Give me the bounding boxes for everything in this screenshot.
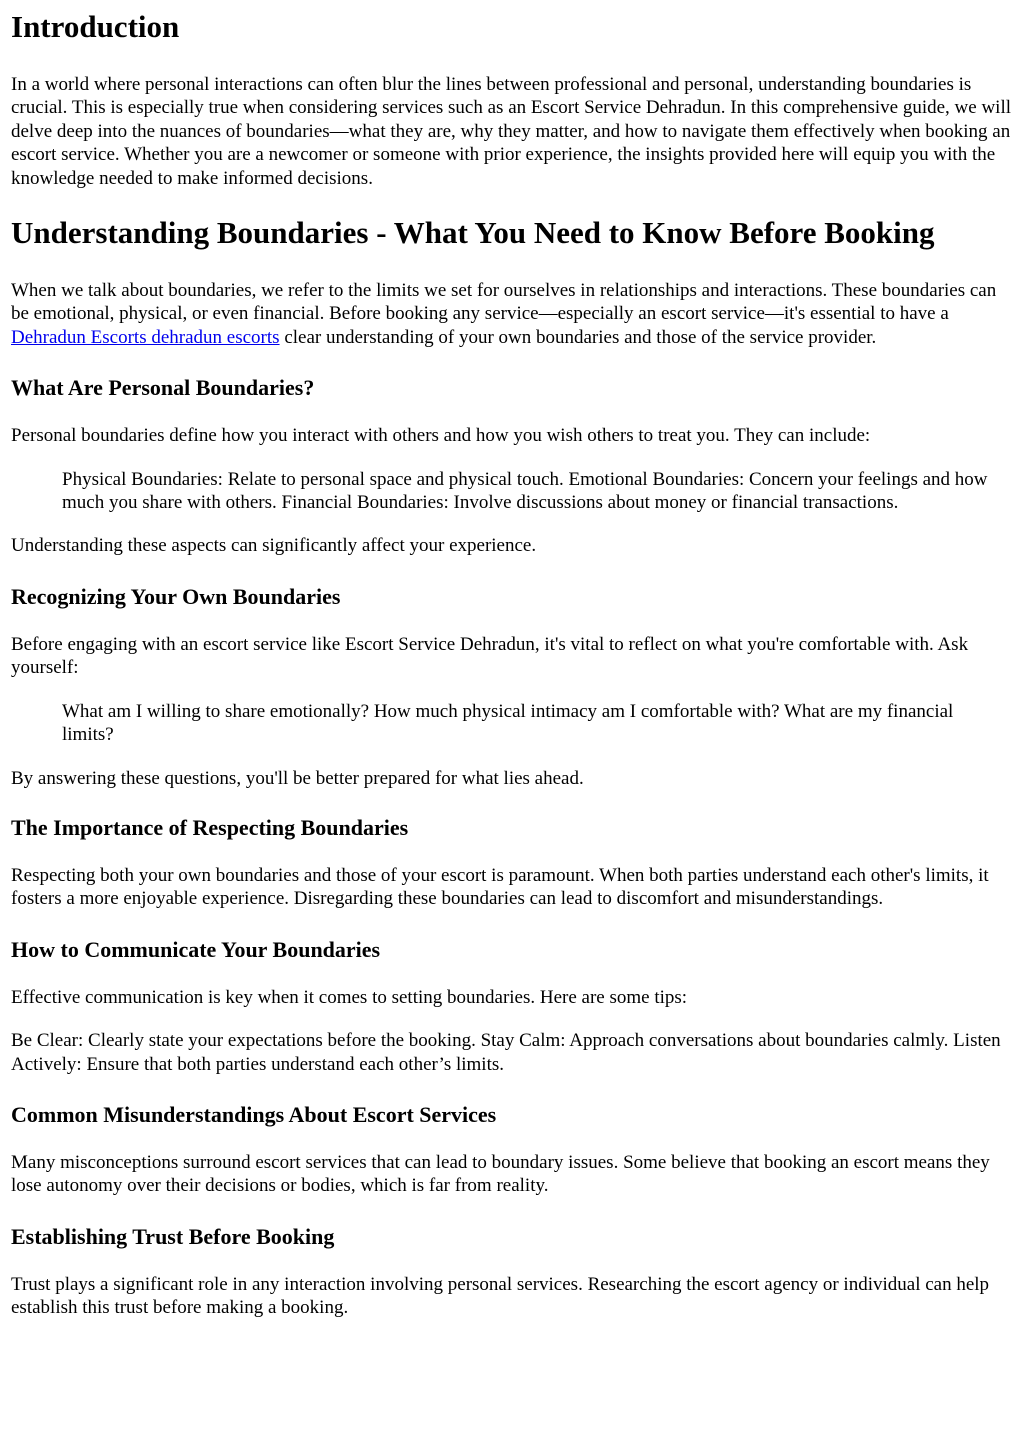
understanding-paragraph bbox=[11, 279, 1013, 349]
intro-paragraph: In a world where personal interactions can often blur the lines between professional and personal, understanding boundaries is crucial. This is especially true when considering services such as an Escort Service Dehradun. In this comprehensive guide, we will delve deep into the nuances of boundaries—what they are, why they matter, and how to navigate them effectively when booking an escort service. Whether you are a newcomer or someone with prior experience, the insights provided here will equip you with the knowledge needed to make informed decisions. bbox=[11, 74, 1012, 189]
importance-paragraph: Respecting both your own boundaries and those of your escort is paramount. When both parties understand each other's limits, it fosters a more enjoyable experience. Disregarding these boundaries can lead to discomfort and misunderstandings. bbox=[11, 864, 989, 910]
personal-boundaries-heading: What Are Personal Boundaries? bbox=[11, 375, 315, 401]
trust-paragraph: Trust plays a significant role in any interaction involving personal services. Researching the escort agency or individual can help establish this trust before making a booking. bbox=[11, 1273, 990, 1319]
communicate-heading: How to Communicate Your Boundaries bbox=[11, 936, 381, 962]
trust-heading: Establishing Trust Before Booking bbox=[11, 1223, 335, 1249]
intro-heading: Introduction bbox=[11, 9, 180, 44]
recognizing-heading: Recognizing Your Own Boundaries bbox=[11, 583, 341, 609]
personal-boundaries-after: Understanding these aspects can significantly affect your experience. bbox=[11, 535, 537, 557]
importance-heading: The Importance of Respecting Boundaries bbox=[11, 814, 409, 840]
recognizing-paragraph: Before engaging with an escort service like Escort Service Dehradun, it's vital to reflect on what you're comfortable with. Ask yourself: bbox=[11, 633, 969, 679]
misunderstandings-heading: Common Misunderstandings About Escort Services bbox=[11, 1101, 497, 1127]
personal-boundaries-paragraph: Personal boundaries define how you interact with others and how you wish others to treat you. They can include: bbox=[11, 425, 871, 447]
communicate-tips: Be Clear: Clearly state your expectations before the booking. Stay Calm: Approach conversations about boundaries calmly. Listen Actively: Ensure that both parties understand each other’s limits. bbox=[11, 1030, 1001, 1075]
misunderstandings-paragraph: Many misconceptions surround escort services that can lead to boundary issues. Some believe that booking an escort means they lose autonomy over their decisions or bodies, which is far from reality. bbox=[11, 1151, 990, 1197]
dehradun-escorts-link[interactable]: Dehradun Escorts dehradun escorts bbox=[11, 326, 280, 348]
understanding-heading: Understanding Boundaries - What You Need to Know Before Booking bbox=[11, 215, 935, 251]
recognizing-after: By answering these questions, you'll be better prepared for what lies ahead. bbox=[11, 767, 584, 789]
understanding-text-after-link: clear understanding of your own boundaries and those of the service provider. bbox=[279, 326, 877, 348]
communicate-paragraph: Effective communication is key when it comes to setting boundaries. Here are some tips: bbox=[11, 986, 688, 1008]
personal-boundaries-list: Physical Boundaries: Relate to personal space and physical touch. Emotional Boundaries: Concern your feelings and how much you share with others. Financial Boundaries: Involve discussions about money or financial transactions. bbox=[62, 468, 988, 514]
recognizing-questions: What am I willing to share emotionally? How much physical intimacy am I comfortable with? What are my financial limits? bbox=[62, 700, 954, 746]
understanding-text-before-link: When we talk about boundaries, we refer to the limits we set for ourselves in relationships and interactions. These boundaries can be emotional, physical, or even financial. Before booking any service—especially an escort service—it's essential to have a bbox=[11, 280, 997, 325]
